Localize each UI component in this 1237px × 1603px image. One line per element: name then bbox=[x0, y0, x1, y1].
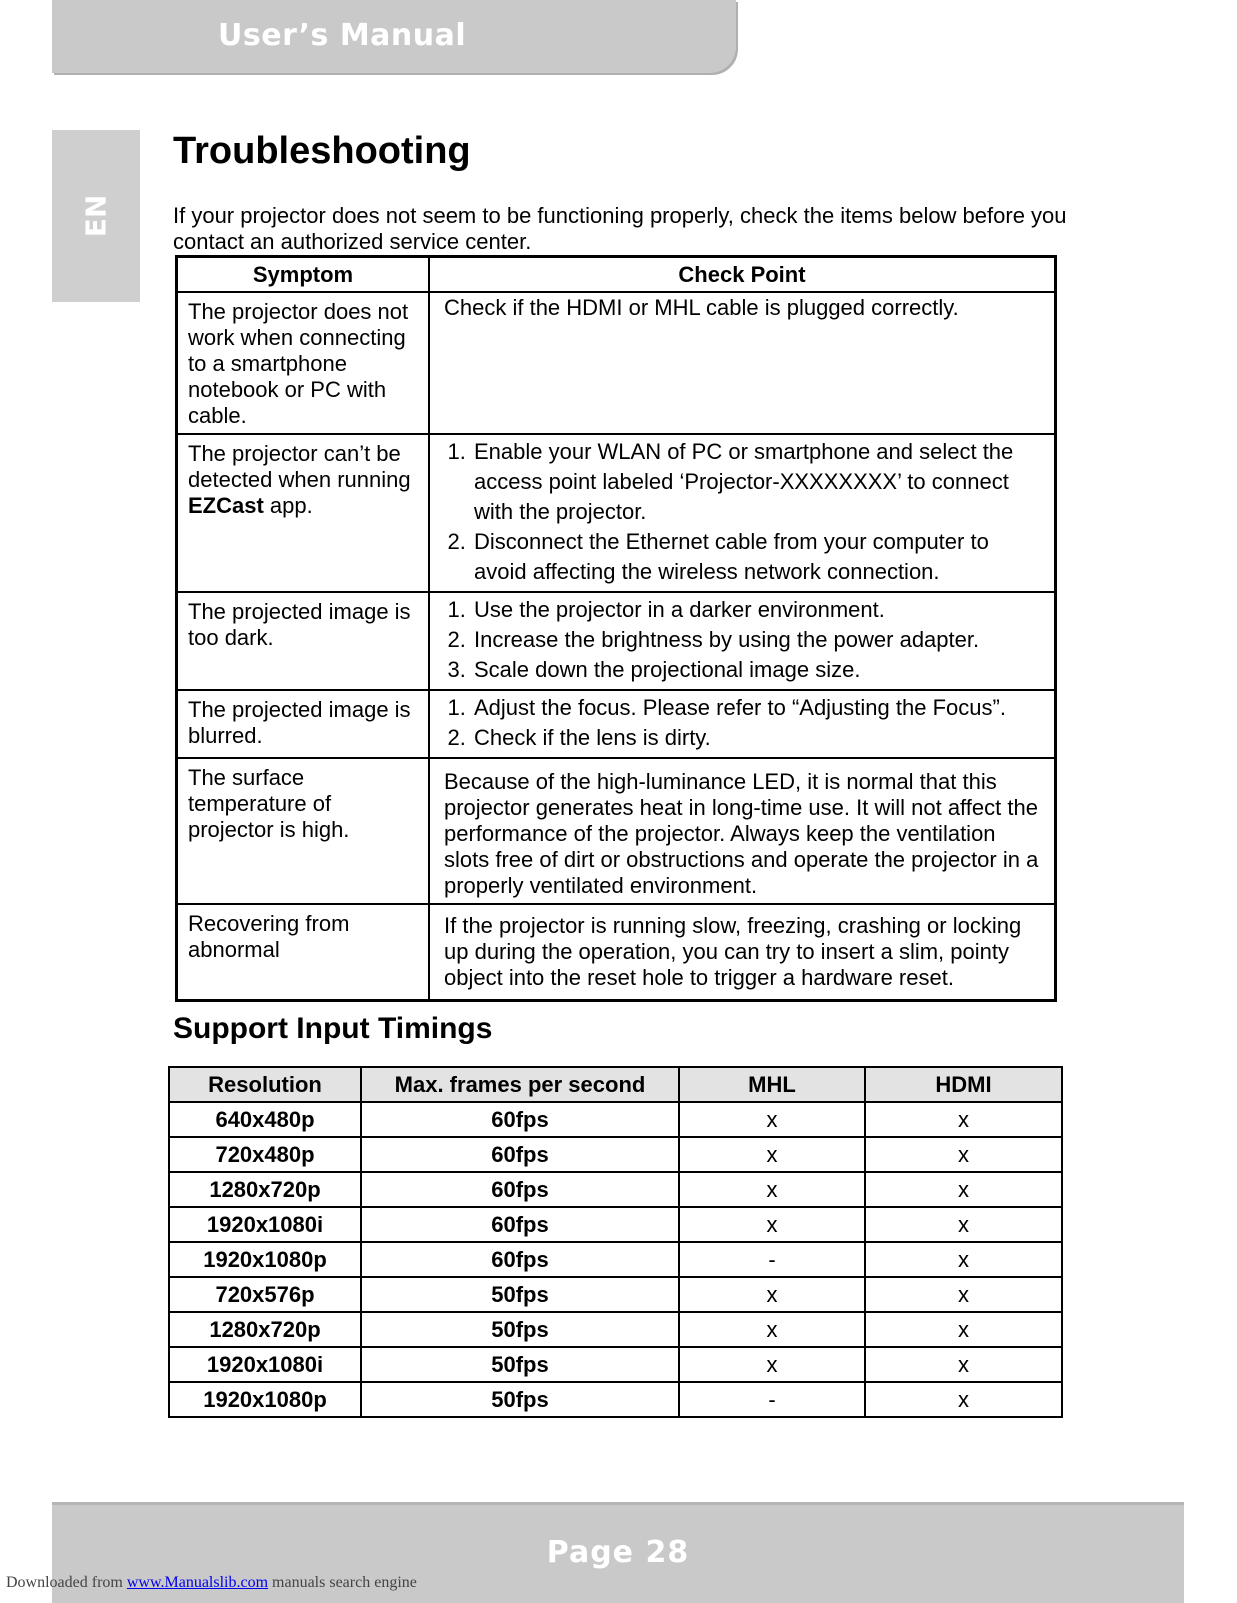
fps-cell: 60fps bbox=[361, 1172, 679, 1207]
fps-cell: 50fps bbox=[361, 1277, 679, 1312]
mhl-cell: - bbox=[679, 1382, 865, 1417]
step-item: 1. Use the projector in a darker environment. bbox=[472, 595, 1044, 625]
steps-list bbox=[444, 595, 1044, 685]
hdmi-cell: x bbox=[865, 1242, 1062, 1277]
steps-list bbox=[444, 693, 1044, 753]
check-point-cell: Because of the high-luminance LED, it is normal that this projector generates heat in long-time use. It will not affect the performance of the projector. Always keep the ventilation slots free of dirt or obstructions and operate the projector in a properly ventilated environment. bbox=[429, 758, 1056, 904]
symptom-cell: The surface temperature of projector is high. bbox=[177, 758, 430, 904]
symptom-cell: Recovering from abnormal bbox=[177, 904, 430, 1000]
mhl-cell: x bbox=[679, 1172, 865, 1207]
mhl-cell: x bbox=[679, 1207, 865, 1242]
fps-cell: 50fps bbox=[361, 1347, 679, 1382]
table-row bbox=[169, 1382, 1062, 1417]
page-title: Troubleshooting bbox=[173, 130, 471, 172]
resolution-cell: 1920x1080p bbox=[169, 1382, 361, 1417]
fps-cell: 60fps bbox=[361, 1207, 679, 1242]
hdmi-cell: x bbox=[865, 1172, 1062, 1207]
header-tab bbox=[52, 0, 736, 73]
manualslib-link[interactable]: www.Manualslib.com bbox=[126, 1574, 269, 1591]
table-row bbox=[177, 592, 1056, 690]
check-point-cell bbox=[429, 434, 1056, 592]
table-row bbox=[169, 1137, 1062, 1172]
check-point-header: Check Point bbox=[429, 257, 1056, 293]
steps-list bbox=[444, 437, 1044, 587]
check-point-cell: Check if the HDMI or MHL cable is plugged correctly. bbox=[429, 292, 1056, 434]
fps-cell: 50fps bbox=[361, 1312, 679, 1347]
page-number: Page 28 bbox=[546, 1535, 690, 1570]
mhl-cell: x bbox=[679, 1277, 865, 1312]
table-row bbox=[177, 690, 1056, 758]
mhl-cell: x bbox=[679, 1137, 865, 1172]
mhl-header: MHL bbox=[679, 1067, 865, 1102]
check-point-cell bbox=[429, 690, 1056, 758]
step-item: 3. Scale down the projectional image size. bbox=[472, 655, 1044, 685]
troubleshooting-table bbox=[175, 255, 1057, 1002]
hdmi-cell: x bbox=[865, 1312, 1062, 1347]
step-item: 1. Enable your WLAN of PC or smartphone and select the access point labeled ‘Projector-XXXXXXXX’ to connect with the projector. bbox=[472, 437, 1044, 527]
hdmi-cell: x bbox=[865, 1277, 1062, 1312]
table-row bbox=[169, 1277, 1062, 1312]
hdmi-header: HDMI bbox=[865, 1067, 1062, 1102]
hdmi-cell: x bbox=[865, 1102, 1062, 1137]
fps-cell: 60fps bbox=[361, 1242, 679, 1277]
language-tab bbox=[52, 130, 140, 302]
resolution-cell: 720x480p bbox=[169, 1137, 361, 1172]
hdmi-cell: x bbox=[865, 1137, 1062, 1172]
resolution-cell: 1920x1080i bbox=[169, 1207, 361, 1242]
resolution-cell: 1280x720p bbox=[169, 1172, 361, 1207]
step-item: 2. Check if the lens is dirty. bbox=[472, 723, 1044, 753]
resolution-cell: 1280x720p bbox=[169, 1312, 361, 1347]
mhl-cell: x bbox=[679, 1347, 865, 1382]
mhl-cell: x bbox=[679, 1312, 865, 1347]
fps-cell: 60fps bbox=[361, 1137, 679, 1172]
symptom-cell: The projected image is too dark. bbox=[177, 592, 430, 690]
intro-paragraph: If your projector does not seem to be functioning properly, check the items below before you contact an authorized service center. bbox=[173, 203, 1067, 254]
table-row bbox=[169, 1242, 1062, 1277]
mhl-cell: x bbox=[679, 1102, 865, 1137]
resolution-cell: 1920x1080p bbox=[169, 1242, 361, 1277]
watermark-suffix: manuals search engine bbox=[268, 1574, 417, 1591]
download-watermark bbox=[6, 1574, 417, 1592]
symptom-cell: The projector does not work when connecting to a smartphone notebook or PC with cable. bbox=[177, 292, 430, 434]
table-row bbox=[177, 434, 1056, 592]
resolution-cell: 720x576p bbox=[169, 1277, 361, 1312]
hdmi-cell: x bbox=[865, 1382, 1062, 1417]
table-row bbox=[169, 1347, 1062, 1382]
symptom-text: app. bbox=[263, 493, 313, 518]
table-row bbox=[169, 1312, 1062, 1347]
symptom-cell: The projected image is blurred. bbox=[177, 690, 430, 758]
table-row bbox=[177, 758, 1056, 904]
input-timings-table bbox=[168, 1066, 1063, 1418]
step-item: 1. Adjust the focus. Please refer to “Adjusting the Focus”. bbox=[472, 693, 1044, 723]
watermark-prefix: Downloaded from bbox=[6, 1574, 127, 1591]
resolution-cell: 640x480p bbox=[169, 1102, 361, 1137]
symptom-header: Symptom bbox=[177, 257, 430, 293]
symptom-cell bbox=[177, 434, 430, 592]
table-row bbox=[169, 1172, 1062, 1207]
language-label: EN bbox=[79, 194, 113, 238]
resolution-header: Resolution bbox=[169, 1067, 361, 1102]
symptom-text: The projector can’t be detected when running bbox=[188, 441, 411, 492]
app-name: EZCast bbox=[188, 493, 264, 518]
table-row bbox=[169, 1102, 1062, 1137]
step-item: 2. Increase the brightness by using the power adapter. bbox=[472, 625, 1044, 655]
table-row bbox=[177, 292, 1056, 434]
hdmi-cell: x bbox=[865, 1207, 1062, 1242]
step-item: 2. Disconnect the Ethernet cable from your computer to avoid affecting the wireless network connection. bbox=[472, 527, 1044, 587]
section-title: Support Input Timings bbox=[173, 1012, 493, 1045]
fps-cell: 60fps bbox=[361, 1102, 679, 1137]
fps-cell: 50fps bbox=[361, 1382, 679, 1417]
table-row bbox=[169, 1207, 1062, 1242]
resolution-cell: 1920x1080i bbox=[169, 1347, 361, 1382]
table-header-row bbox=[169, 1067, 1062, 1102]
table-header-row bbox=[177, 257, 1056, 293]
manual-title: User’s Manual bbox=[218, 18, 467, 53]
check-point-cell: If the projector is running slow, freezing, crashing or locking up during the operation, you can try to insert a slim, pointy object into the reset hole to trigger a hardware reset. bbox=[429, 904, 1056, 1000]
fps-header: Max. frames per second bbox=[361, 1067, 679, 1102]
hdmi-cell: x bbox=[865, 1347, 1062, 1382]
check-point-cell bbox=[429, 592, 1056, 690]
table-row bbox=[177, 904, 1056, 1000]
mhl-cell: - bbox=[679, 1242, 865, 1277]
